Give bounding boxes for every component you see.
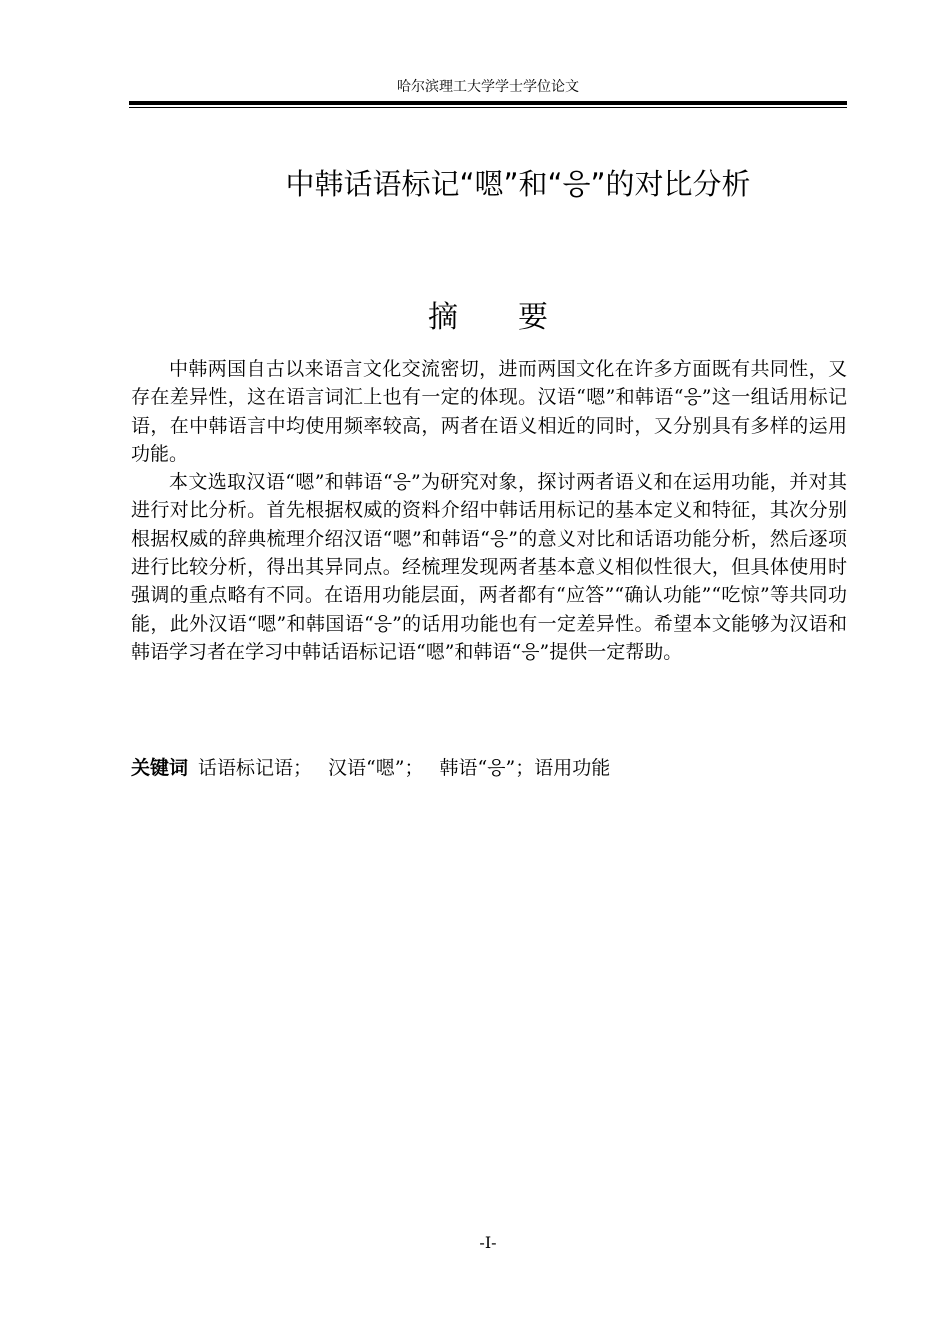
running-header: 哈尔滨理工大学学士学位论文	[397, 79, 579, 95]
keyword-item: 汉语“嗯”；	[328, 757, 424, 779]
keywords-label: 关键词	[131, 757, 189, 779]
keyword-item: 韩语“응”；语用功能	[439, 757, 611, 779]
abstract-paragraph-1: 中韩两国自古以来语言文化交流密切，进而两国文化在许多方面既有共同性，又存在差异性，这在语言词汇上也有一定的体现。汉语“嗯”和韩语“응”这一组话用标记语，在中韩语言中均使用频率较高，两者在语义相近的同时，又分别具有多样的运用功能。	[131, 358, 847, 465]
keyword-item: 话语标记语；	[198, 757, 313, 779]
thesis-title: 中韩话语标记“嗯”和“응”的对比分析	[285, 167, 751, 201]
keywords-line	[131, 754, 847, 782]
page-number: -I-	[479, 1233, 497, 1252]
abstract-paragraph-2: 本文选取汉语“嗯”和韩语“응”为研究对象，探讨两者语义和在运用功能，并对其进行对比分析。首先根据权威的资料介绍中韩话用标记的基本定义和特征，其次分别根据权威的辞典梳理介绍汉语“嗯”和韩语“응”的意义对比和话语功能分析，然后逐项进行比较分析，得出其异同点。经梳理发现两者基本意义相似性很大，但具体使用时强调的重点略有不同。在语用功能层面，两者都有“应答”“确认功能”“吃惊”等共同功能，此外汉语“嗯”和韩国语“응”的话用功能也有一定差异性。希望本文能够为汉语和韩语学习者在学习中韩话语标记语“嗯”和韩语“응”提供一定帮助。	[131, 471, 847, 663]
abstract-heading: 摘要	[428, 300, 608, 335]
header-rule-thick	[129, 101, 847, 105]
abstract-body	[131, 355, 847, 666]
header-rule-thin	[129, 107, 847, 108]
